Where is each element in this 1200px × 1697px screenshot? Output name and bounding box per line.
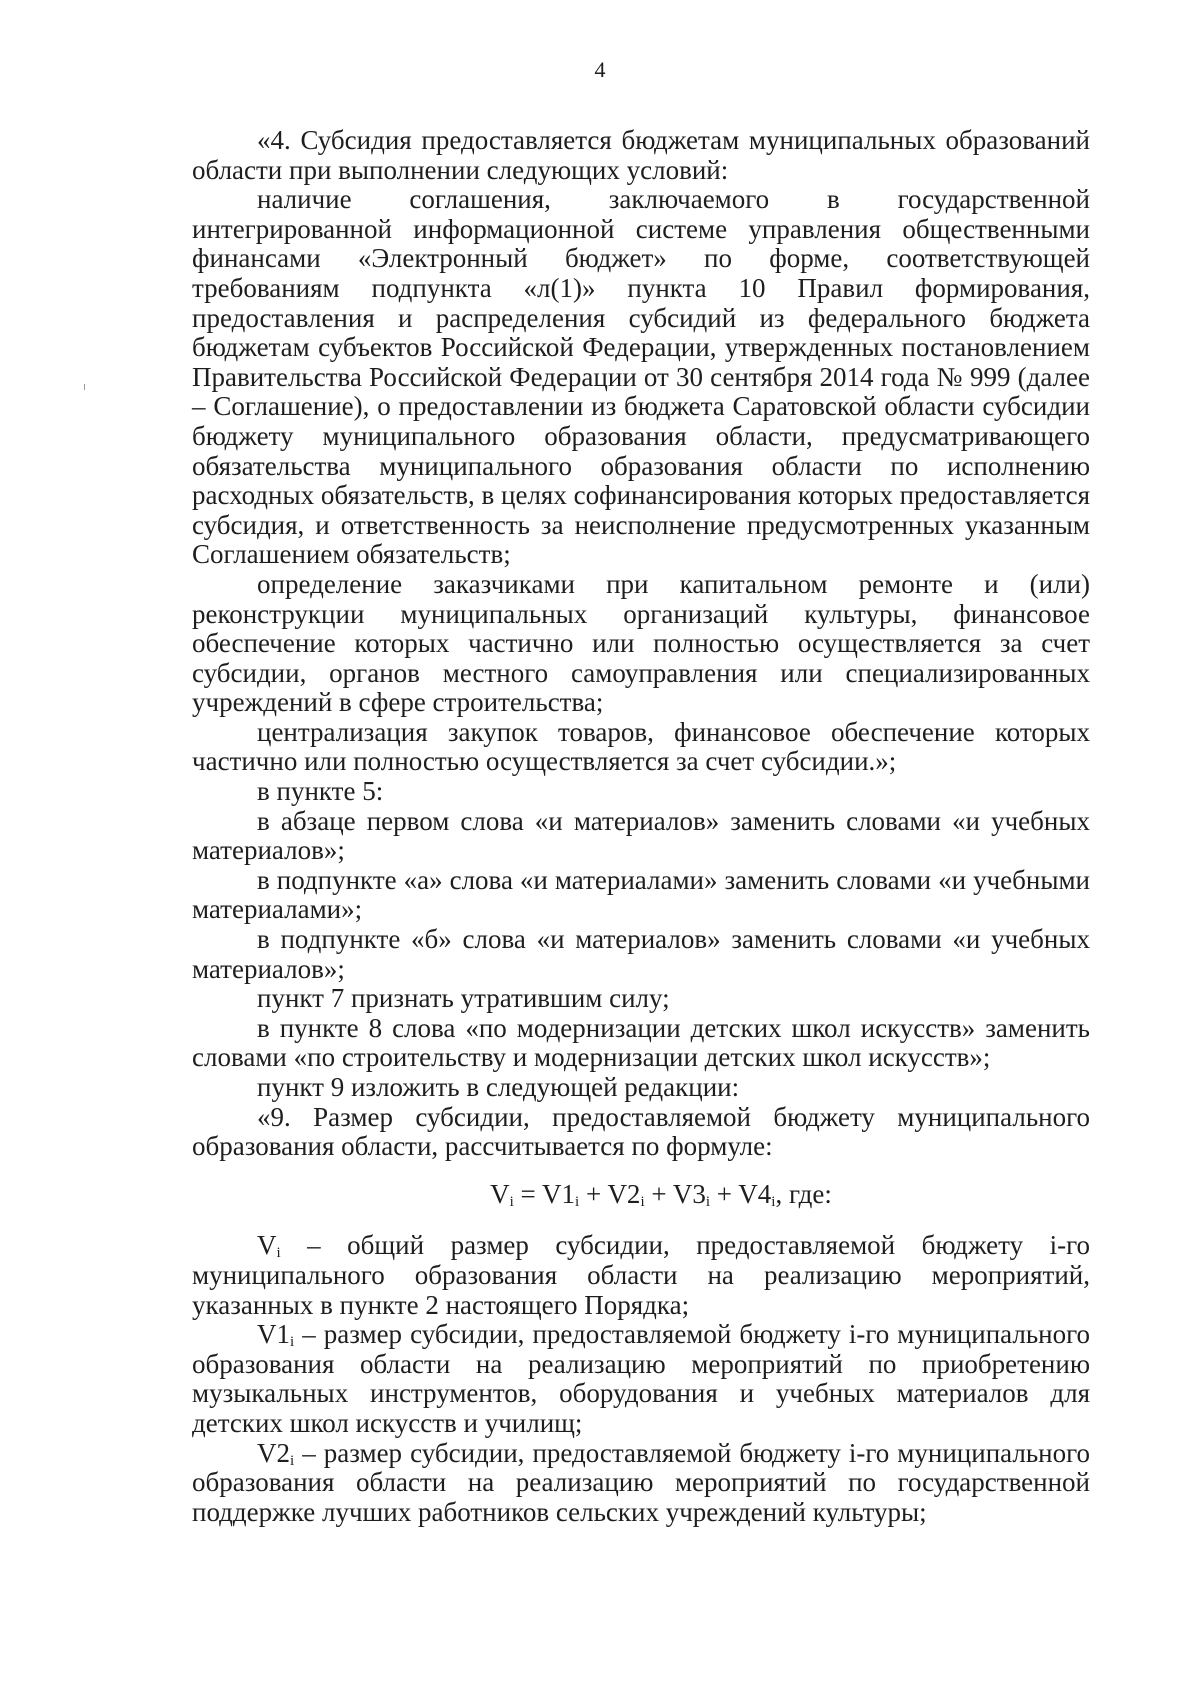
paragraph-clause-5-intro: в пункте 5: [257, 776, 384, 807]
definition-text: – общий размер субсидии, предоставляемой бюджету i-го муниципального образования области на реализацию мероприятий, указанных в пункте 2 настоящего Порядка; [192, 1230, 1090, 1320]
definition-symbol: V1 [257, 1319, 290, 1350]
definition-text: – размер субсидии, предоставляемой бюджету i-го муниципального образования области на реализацию мероприятий по приобретению музыкальных инструментов, оборудования и учебных материалов для детских школ искусств и училищ; [192, 1319, 1090, 1438]
formula-v3: V3 [672, 1178, 706, 1209]
formula-v2: V2 [607, 1178, 641, 1209]
formula-plus: + [644, 1178, 673, 1209]
paragraph-agreement-condition: наличие соглашения, заключаемого в государственной интегрированной информационной системе управления общественными финансами «Электронный бюджет» по форме, соответствующей требованиям подпункта «л(1)» пункта 10 Правил формирования, предоставления и распределения субсидий из федерального бюджета бюджетам субъектов Российской Федерации, утвержденных постановлением Правительства Российской Федерации от 30 сентября 2014 года № 999 (далее – Соглашение), о предоставлении из бюджета Саратовской области субсидии бюджету муниципального образования области, предусматривающего обязательства муниципального образования области по исполнению расходных обязательств, в целях софинансирования которых предоставляется субсидия, и ответственность за неисполнение предусмотренных указанным Соглашением обязательств; [192, 184, 1090, 570]
definition-sub: i [276, 1245, 281, 1262]
formula-v: V [490, 1178, 510, 1209]
formula-plus: + [579, 1178, 608, 1209]
paragraph-clause-5-first: в абзаце первом слова «и материалов» заменить словами «и учебных материалов»; [192, 805, 1090, 866]
paragraph-procurement-condition: централизация закупок товаров, финансовое обеспечение которых частично или полностью осуществляется за счет субсидии.»; [192, 716, 1090, 777]
formula-tail: , где: [775, 1178, 832, 1209]
paragraph-customer-condition: определение заказчиками при капитальном ремонте и (или) реконструкции муниципальных организаций культуры, финансовое обеспечение которых частично или полностью осуществляется за счет субсидии, органов местного самоуправления или специализированных учреждений в сфере строительства; [192, 568, 1090, 718]
document-body [192, 126, 1090, 1527]
definition-v2 [192, 1439, 1090, 1528]
formula-sub: i [771, 1193, 776, 1210]
formula-sub: i [640, 1193, 645, 1210]
definition-symbol: V [257, 1230, 277, 1261]
page-number: 4 [594, 57, 606, 82]
scan-artifact-mark [84, 384, 85, 390]
formula-v1: V1 [542, 1178, 576, 1209]
subsidy-formula [192, 1180, 1090, 1210]
formula-sub: i [509, 1193, 514, 1210]
paragraph-clause-5-b: в подпункте «б» слова «и материалов» заменить словами «и учебных материалов»; [192, 924, 1090, 984]
definition-sub: i [290, 1452, 295, 1469]
paragraph-clause-5-a: в подпункте «а» слова «и материалами» заменить словами «и учебными материалами»; [192, 864, 1090, 925]
paragraph-clause-7: пункт 7 признать утратившим силу; [257, 983, 670, 1014]
paragraph-clause-8: в пункте 8 слова «по модернизации детских школ искусств» заменить словами «по строительству и модернизации детских школ искусств»; [192, 1012, 1090, 1073]
definition-sub: i [290, 1334, 295, 1351]
definition-v1 [192, 1320, 1090, 1438]
paragraph-clause-9-text: «9. Размер субсидии, предоставляемой бюджету муниципального образования области, рассчитывается по формуле: [192, 1101, 1090, 1162]
definition-symbol: V2 [257, 1437, 290, 1468]
formula-v4: V4 [738, 1178, 772, 1209]
formula-eq: = [513, 1178, 543, 1209]
paragraph-clause-9-intro: пункт 9 изложить в следующей редакции: [257, 1072, 740, 1102]
definition-v [192, 1231, 1090, 1320]
formula-sub: i [575, 1193, 580, 1210]
formula-sub: i [705, 1193, 711, 1210]
paragraph-clause-4: «4. Субсидия предоставляется бюджетам муниципальных образований области при выполнении следующих условий: [192, 125, 1090, 185]
definition-text: – размер субсидии, предоставляемой бюджету i-го муниципального образования области на реализацию мероприятий по государственной поддержке лучших работников сельских учреждений культуры; [192, 1437, 1090, 1527]
formula-plus: + [710, 1178, 739, 1209]
